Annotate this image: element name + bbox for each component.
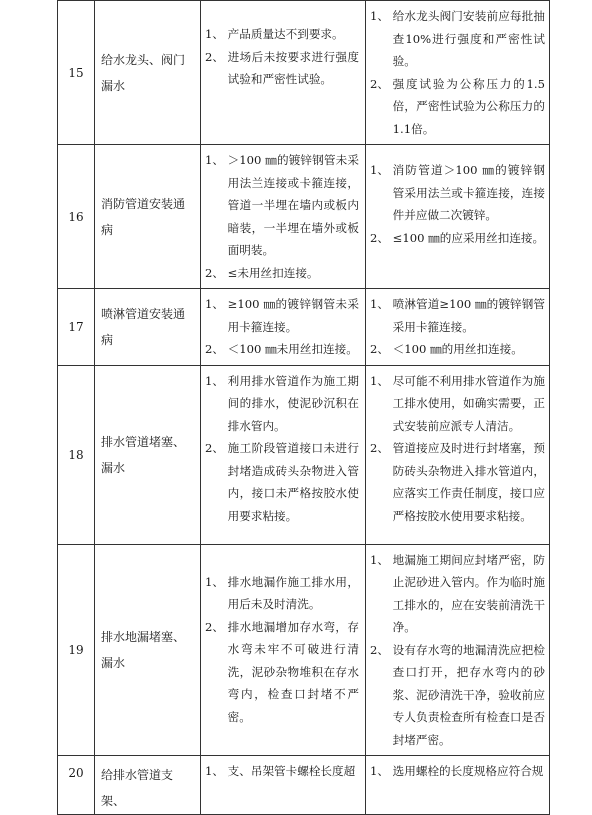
- measure-item: 1、 尽可能不利用排水管道作为施工排水使用，如确实需要，正式安装前应派专人清洁。: [370, 373, 545, 433]
- measure-cell: [366, 544, 550, 756]
- cause-item: 1、 ＞100 ㎜的镀锌钢管未采用法兰连接或卡箍连接，管道一半埋在墙内或板内暗装，一半埋在墙外或板面明装。: [205, 153, 359, 257]
- measure-item: 1、 地漏施工期间应封堵严密，防止泥砂进入管内。作为临时施工排水的，应在安装前清洗干净。: [370, 552, 545, 634]
- measure-cell: [366, 756, 550, 815]
- measure-item: 1、 选用螺栓的长度规格应符合规: [370, 764, 544, 778]
- cause-item: 2、 排水地漏增加存水弯，存水弯未牢不可破进行清洗，泥砂杂物堆积在存水弯内，检查口封堵不严密。: [205, 619, 359, 724]
- measure-cell: [366, 145, 550, 289]
- measure-item: 2、 管道接应及时进行封堵塞，预防砖头杂物进入排水管道内，应落实工作责任制度，接口应严格按胶水使用要求粘接。: [370, 441, 545, 523]
- measure-item: 1、 消防管道＞100 ㎜的镀锌钢管采用法兰或卡箍连接，连接件并应做二次镀锌。: [370, 163, 545, 222]
- cause-item: 2、 进场后未按要求进行强度试验和严密性试验。: [205, 49, 359, 86]
- cause-item: 1、 支、吊架管卡螺栓长度超: [205, 764, 356, 778]
- measure-item: 1、 喷淋管道≥100 ㎜的镀锌钢管采用卡箍连接。: [370, 297, 545, 334]
- cause-item: 1、 利用排水管道作为施工期间的排水，使泥砂沉积在排水管内。: [205, 373, 359, 433]
- table-row: [58, 544, 550, 756]
- issue-name: 喷淋管道安装通病: [95, 289, 201, 366]
- table-row: [58, 145, 550, 289]
- issue-name: 排水管道堵塞、漏水: [95, 365, 201, 544]
- cause-item: 1、 排水地漏作施工排水用，用后未及时清洗。: [205, 574, 359, 611]
- issue-name: 给排水管道支架、: [95, 756, 201, 815]
- cause-item: 2、 施工阶段管道接口未进行封堵造成砖头杂物进入管内，接口未严格按胶水使用要求粘接。: [205, 441, 359, 523]
- table-row: [58, 1, 550, 145]
- table-row: [58, 756, 550, 815]
- row-number: 18: [58, 365, 95, 544]
- measure-item: 2、 ≤100 ㎜的应采用丝扣连接。: [370, 230, 545, 245]
- row-number: 20: [58, 756, 95, 815]
- measure-item: 2、 设有存水弯的地漏清洗应把检查口打开，把存水弯内的砂浆、泥砂清洗干净，验收前应专人负责检查所有检查口是否封堵严密。: [370, 642, 545, 747]
- measure-item: 2、 ＜100 ㎜的用丝扣连接。: [370, 342, 523, 356]
- measure-cell: [366, 365, 550, 544]
- cause-item: 1、 ≥100 ㎜的镀锌钢管未采用卡箍连接。: [205, 297, 359, 334]
- measure-cell: [366, 289, 550, 366]
- cause-cell: [201, 1, 366, 145]
- cause-cell: [201, 145, 366, 289]
- issue-name: 消防管道安装通病: [95, 145, 201, 289]
- table-row: [58, 289, 550, 366]
- cause-item: 1、 产品质量达不到要求。: [205, 27, 344, 41]
- measure-cell: [366, 1, 550, 145]
- row-number: 19: [58, 544, 95, 756]
- cause-cell: [201, 756, 366, 815]
- cause-item: 2、 ≤未用丝扣连接。: [205, 265, 319, 280]
- cause-cell: [201, 289, 366, 366]
- issue-name: 给水龙头、阀门漏水: [95, 1, 201, 145]
- cause-cell: [201, 365, 366, 544]
- measure-item: 1、 给水龙头阀门安装前应每批抽查10%进行强度和严密性试验。: [370, 9, 545, 68]
- cause-cell: [201, 544, 366, 756]
- row-number: 16: [58, 145, 95, 289]
- row-number: 15: [58, 1, 95, 145]
- table-body: [58, 1, 550, 815]
- quality-issues-table: [57, 0, 550, 815]
- cause-item: 2、 ＜100 ㎜未用丝扣连接。: [205, 342, 358, 356]
- issue-name: 排水地漏堵塞、漏水: [95, 544, 201, 756]
- table-row: [58, 365, 550, 544]
- measure-item: 2、 强度试验为公称压力的1.5倍，严密性试验为公称压力的 1.1倍。: [370, 76, 545, 136]
- row-number: 17: [58, 289, 95, 366]
